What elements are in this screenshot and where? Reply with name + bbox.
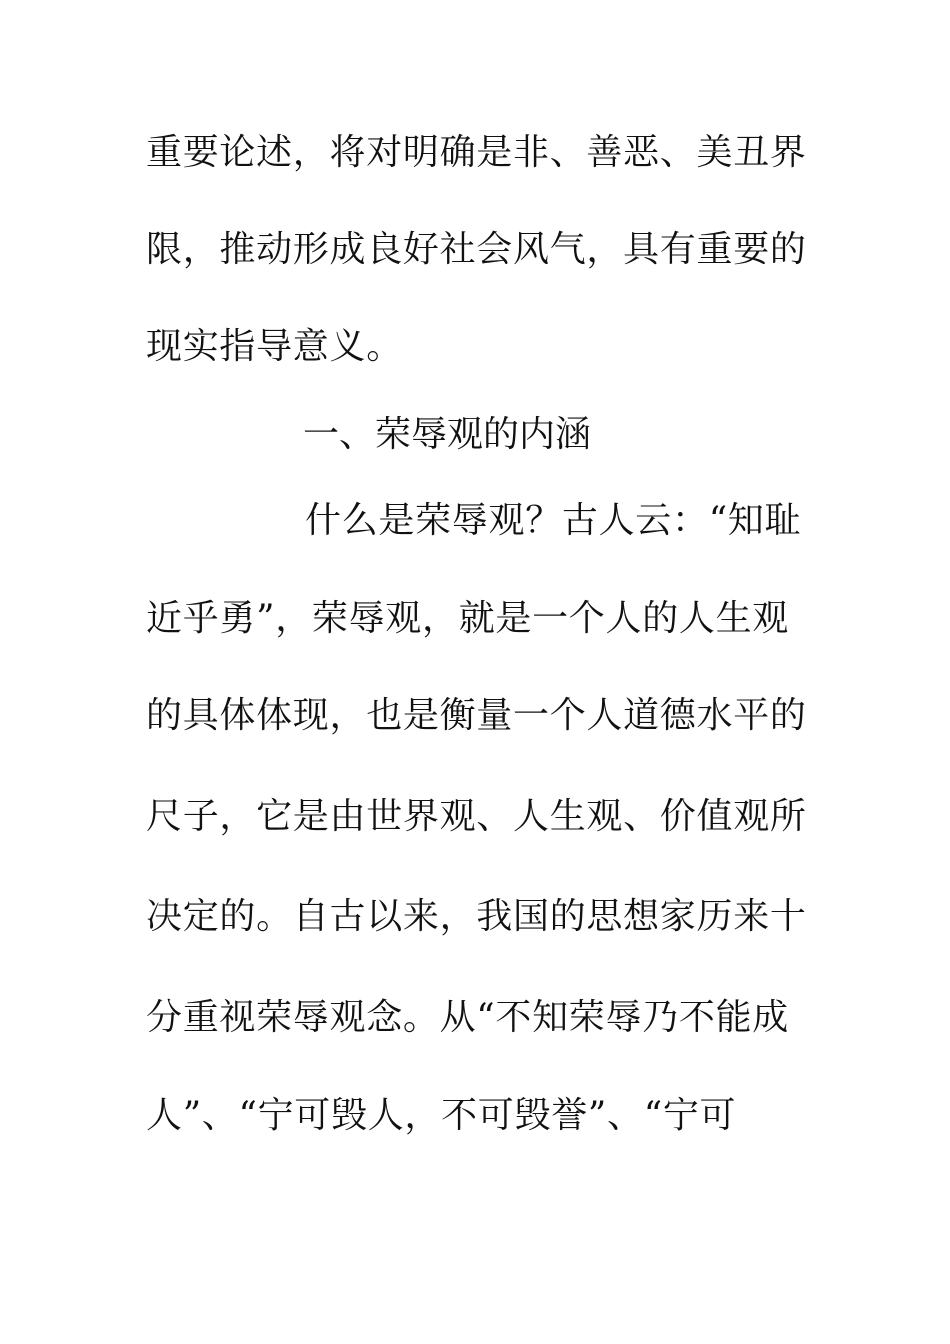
- text-line-1: 重要论述，将对明确是非、善恶、美丑界: [146, 132, 807, 173]
- text-line-2: 限，推动形成良好社会风气，具有重要的: [146, 229, 807, 270]
- text-line-5: 什么是荣辱观？古人云：“知耻: [305, 500, 802, 541]
- text-line-9: 决定的。自古以来，我国的思想家历来十: [146, 896, 807, 937]
- text-line-11: 人”、“宁可毁人，不可毁誉”、“宁可: [146, 1095, 737, 1136]
- section-heading: 一、荣辱观的内涵: [303, 414, 592, 455]
- text-line-10: 分重视荣辱观念。从“不知荣辱乃不能成: [146, 997, 790, 1038]
- text-line-6: 近乎勇”，荣辱观，就是一个人的人生观: [146, 598, 790, 639]
- text-line-7: 的具体体现，也是衡量一个人道德水平的: [146, 695, 807, 736]
- text-line-3: 现实指导意义。: [146, 326, 403, 367]
- text-line-8: 尺子，它是由世界观、人生观、价值观所: [146, 796, 807, 837]
